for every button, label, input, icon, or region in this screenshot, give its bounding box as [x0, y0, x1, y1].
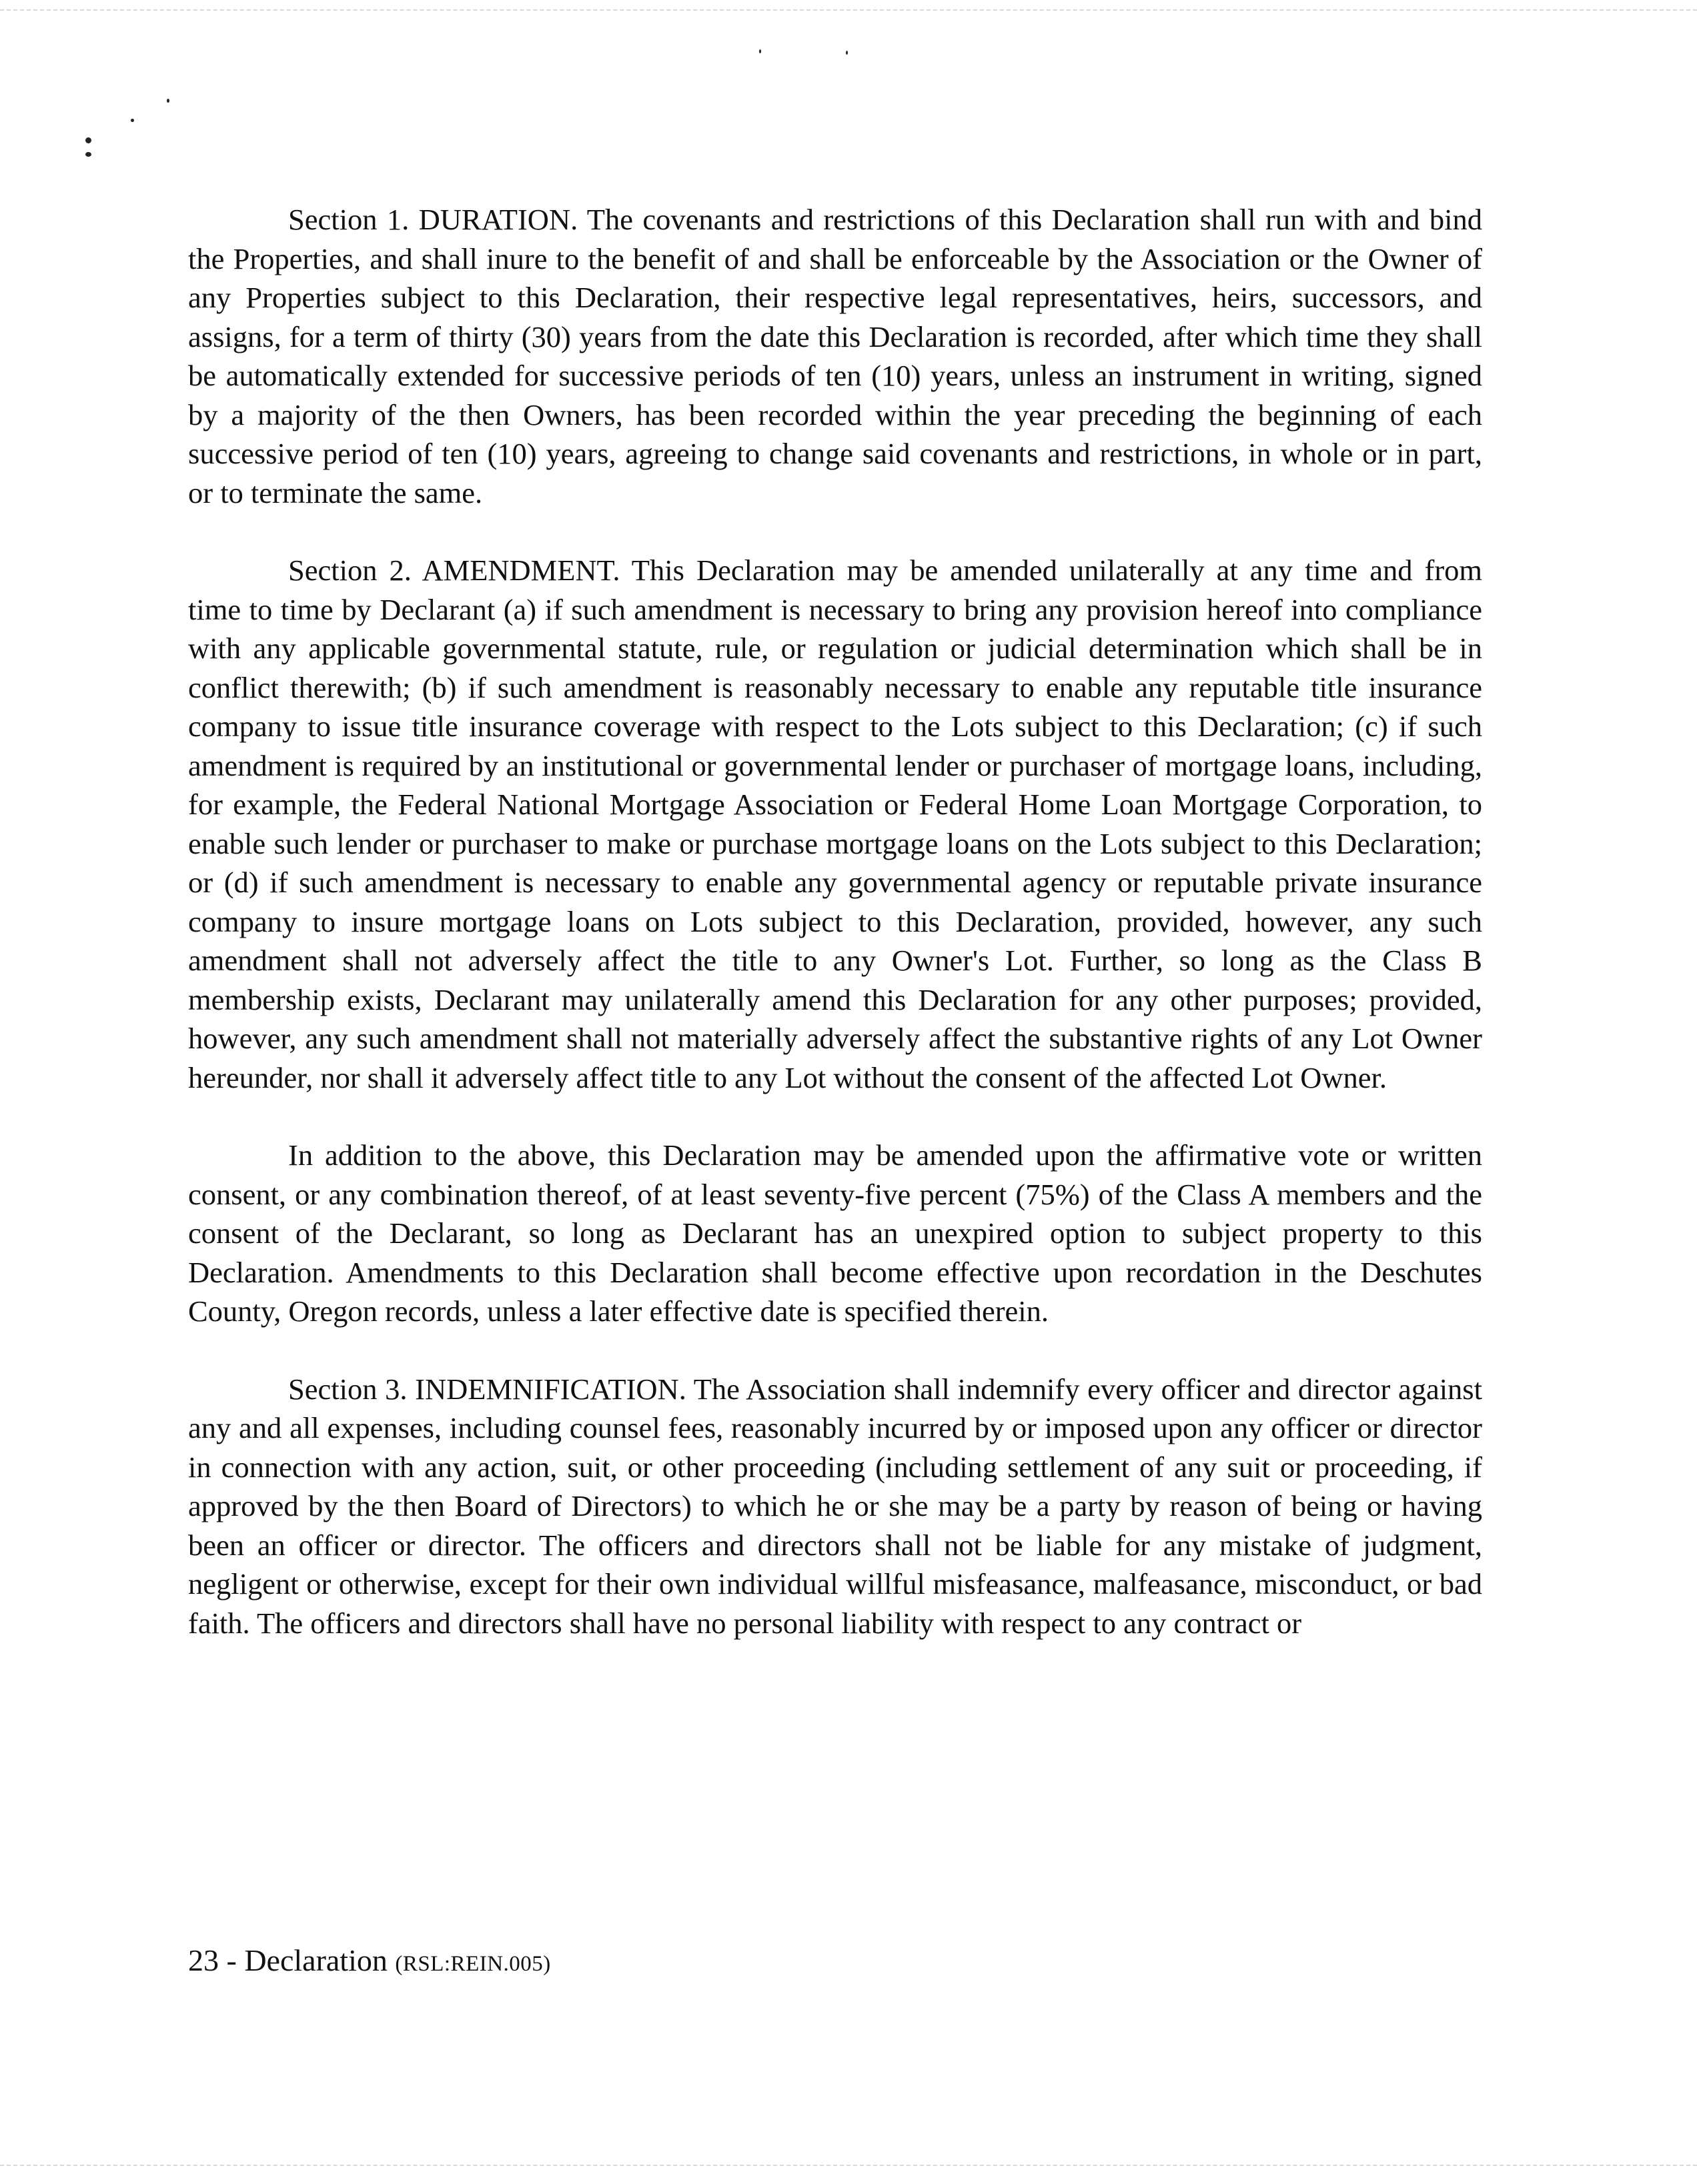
scan-speck	[85, 152, 91, 157]
section-1-heading: Section 1. DURATION.	[288, 203, 578, 236]
scan-speck	[85, 137, 91, 143]
section-1-text: The covenants and restrictions of this Declaration shall run with and bind the Properties, and shall inure to the benefit of and shall be enforceable by the Association or the Owner of any Properties subject to this Declaration, their respective legal representatives, heirs, successors, and assigns, for a term of thirty (30) years from the date this Declaration is recorded, after which time they shall be automatically extended for successive periods of ten (10) years, unless an instrument in writing, signed by a majority of the then Owners, has been recorded within the year preceding the beginning of each successive period of ten (10) years, agreeing to change said covenants and restrictions, in whole or in part, or to terminate the same.	[188, 203, 1482, 509]
scan-speck	[759, 49, 761, 53]
section-2-continued-paragraph	[188, 1136, 1482, 1331]
footer-page-label: 23 - Declaration	[188, 1943, 388, 1977]
scan-artifact-top	[0, 9, 1697, 12]
section-3-paragraph	[188, 1370, 1482, 1643]
page-footer	[188, 1941, 551, 1984]
section-2-heading: Section 2. AMENDMENT.	[288, 554, 620, 587]
section-3-text: The Association shall indemnify every officer and director against any and all expenses, including counsel fees, reasonably incurred by or imposed upon any officer or director in connection with any action, suit, or other proceeding (including settlement of any suit or proceeding, if approved by the then Board of Directors) to which he or she may be a party by reason of being or having been an officer or director. The officers and directors shall not be liable for any mistake of judgment, negligent or otherwise, except for their own individual willful misfeasance, malfeasance, misconduct, or bad faith. The officers and directors shall have no personal liability with respect to any contract or	[188, 1372, 1482, 1640]
footer-reference: (RSL:REIN.005)	[395, 1952, 551, 1976]
document-body	[188, 200, 1482, 1681]
scan-speck	[167, 99, 169, 103]
section-2-text: This Declaration may be amended unilaterally at any time and from time to time by Declarant (a) if such amendment is necessary to bring any provision hereof into compliance with any applicable governmental statute, rule, or regulation or judicial determination which shall be in conflict therewith; (b) if such amendment is reasonably necessary to enable any reputable title insurance company to issue title insurance coverage with respect to the Lots subject to this Declaration; (c) if such amendment is required by an institutional or governmental lender or purchaser of mortgage loans, including, for example, the Federal National Mortgage Association or Federal Home Loan Mortgage Corporation, to enable such lender or purchaser to make or purchase mortgage loans on the Lots subject to this Declaration; or (d) if such amendment is necessary to enable any governmental agency or reputable private insurance company to insure mortgage loans on Lots subject to this Declaration, provided, however, any such amendment shall not adversely affect the title to any Owner's Lot. Further, so long as the Class B membership exists, Declarant may unilaterally amend this Declaration for any other purposes; provided, however, any such amendment shall not materially adversely affect the substantive rights of any Lot Owner hereunder, nor shall it adversely affect title to any Lot without the consent of the affected Lot Owner.	[188, 554, 1483, 1094]
scan-speck	[131, 119, 134, 122]
section-1-paragraph	[188, 200, 1482, 512]
scan-artifact-bottom	[0, 2165, 1697, 2167]
scan-speck	[846, 51, 848, 55]
section-2-paragraph	[188, 551, 1482, 1097]
section-2-continued-text: In addition to the above, this Declaration may be amended upon the affirmative vote or written consent, or any combination thereof, of at least seventy-five percent (75%) of the Class A members and the consent of the Declarant, so long as Declarant has an unexpired option to subject property to this Declaration. Amendments to this Declaration shall become effective upon recordation in the Deschutes County, Oregon records, unless a later effective date is specified therein.	[188, 1138, 1482, 1328]
section-3-heading: Section 3. INDEMNIFICATION.	[288, 1372, 686, 1406]
